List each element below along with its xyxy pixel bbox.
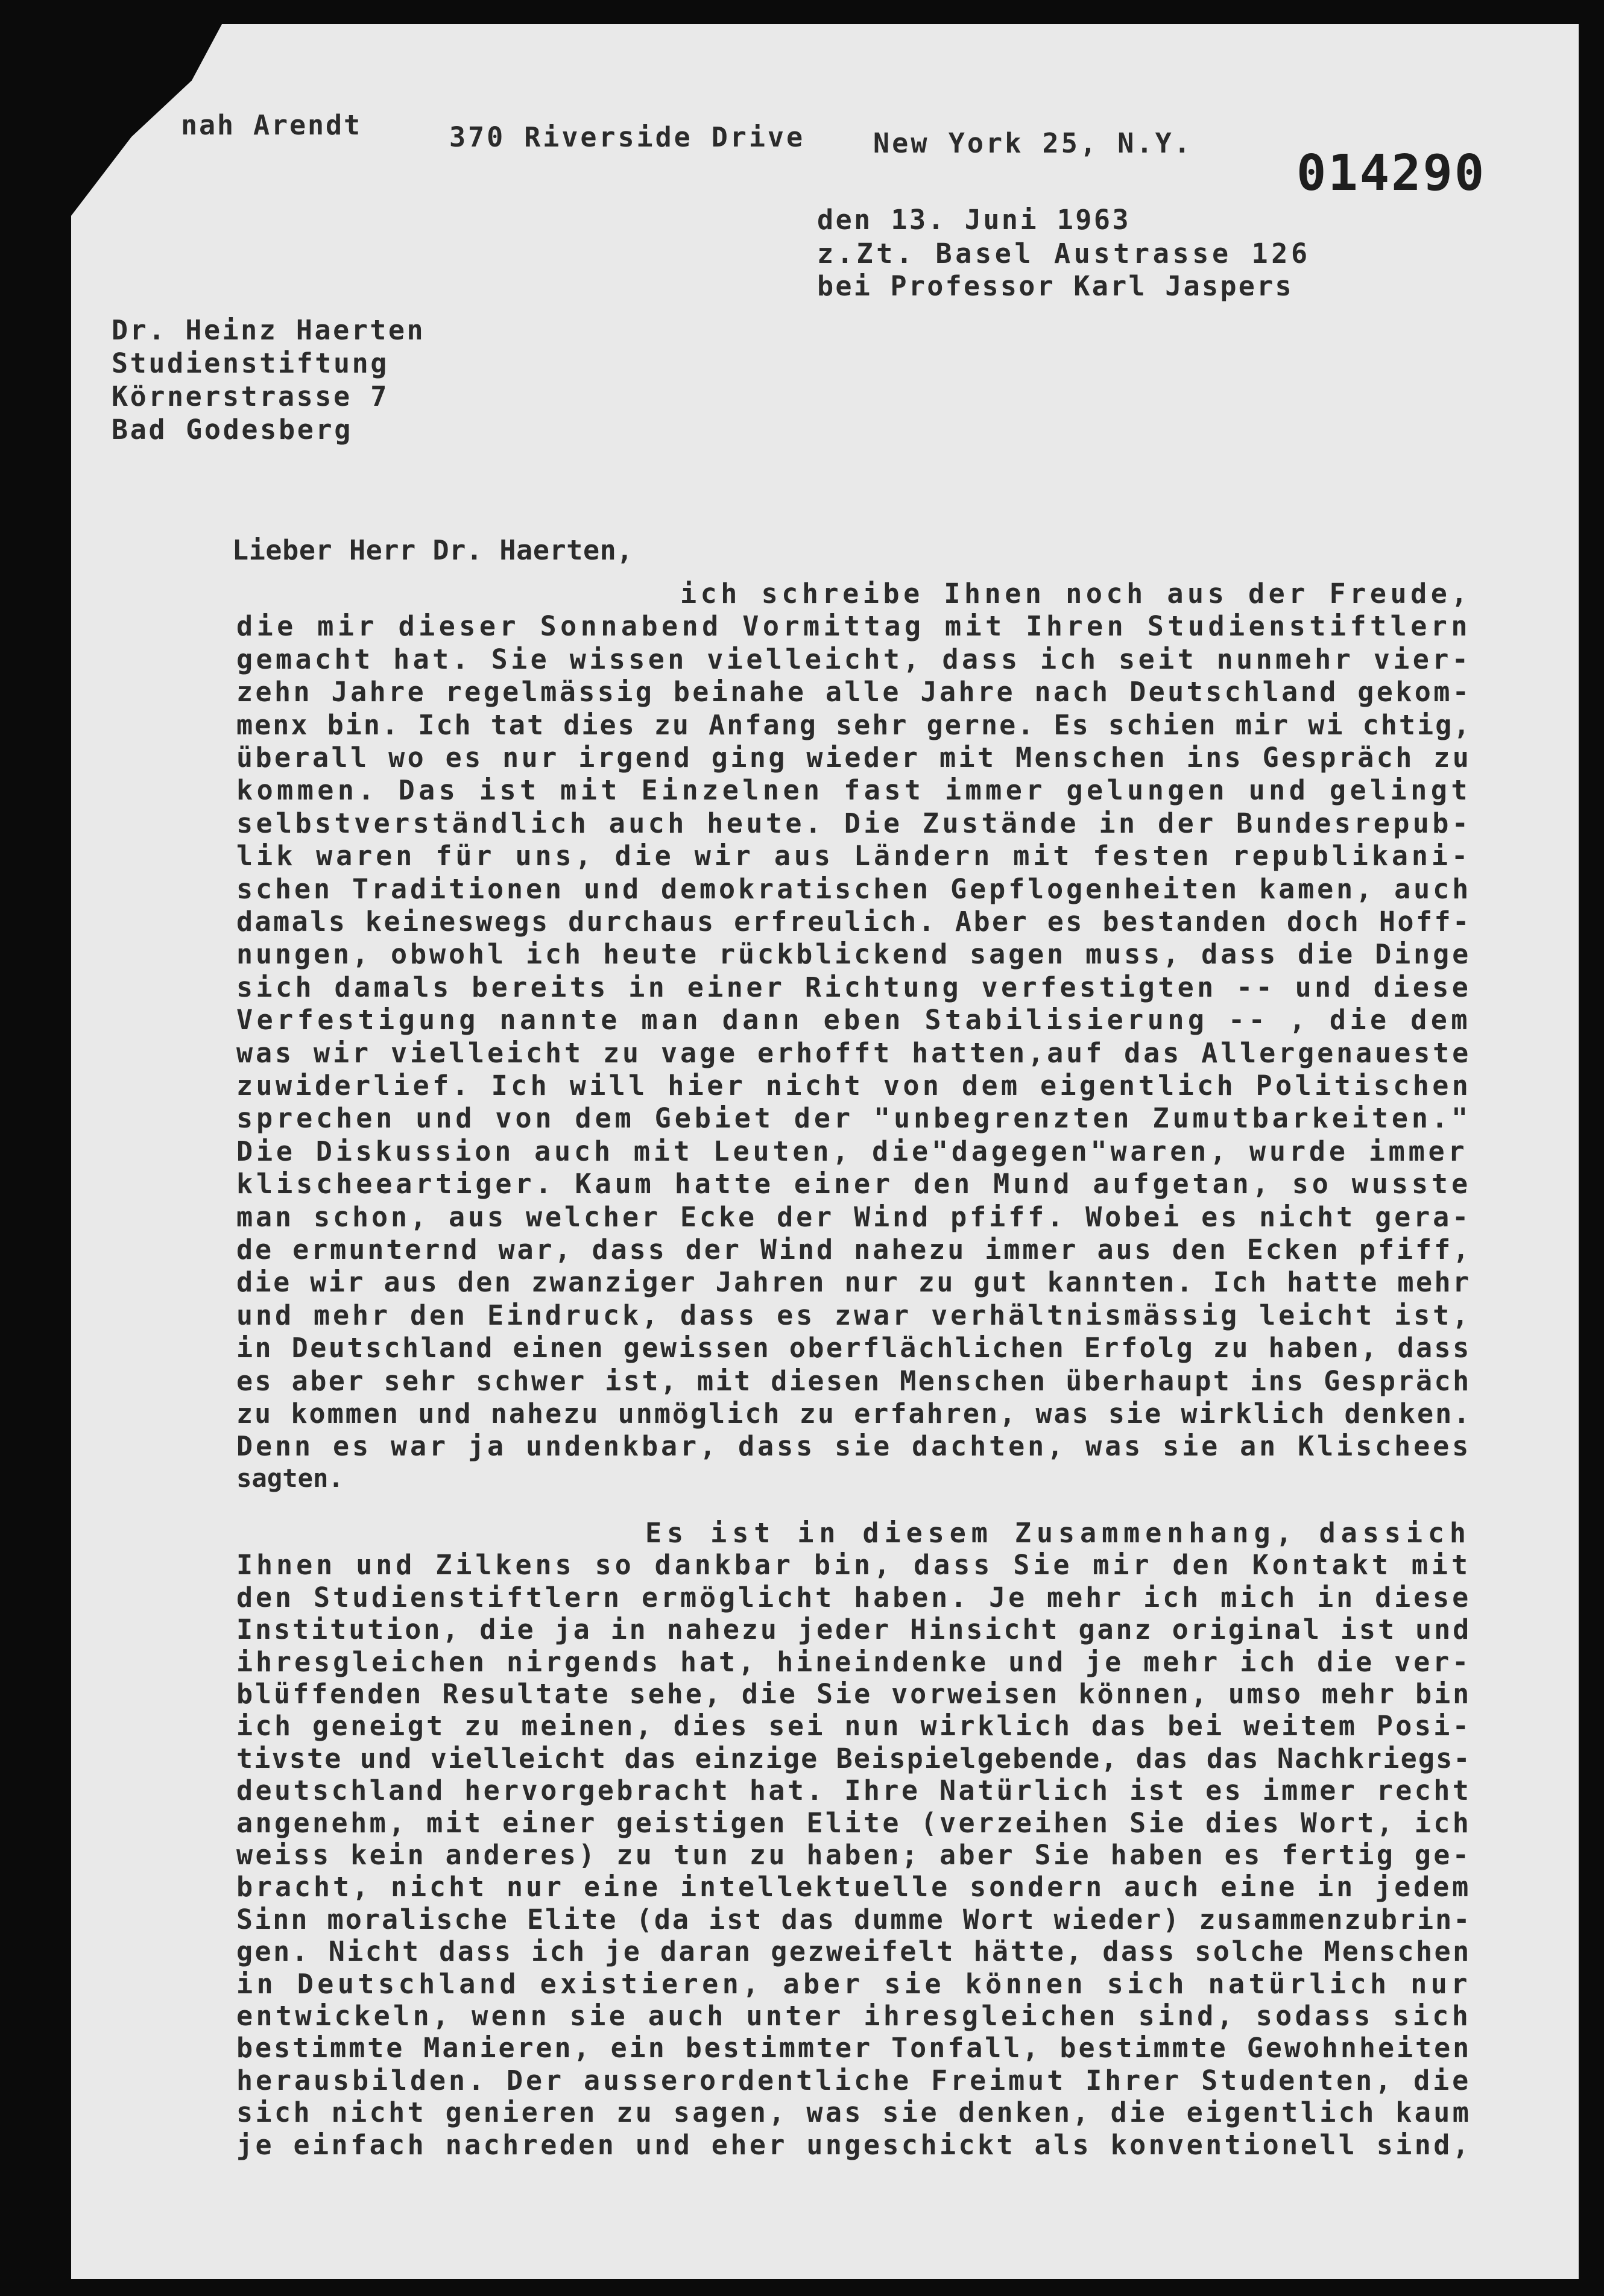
body-line: blüffenden Resultate sehe, die Sie vorweisen können, umso mehr bin xyxy=(236,1678,1472,1710)
body-line: gemacht hat. Sie wissen vielleicht, dass ich seit nunmehr vier- xyxy=(236,643,1472,675)
salutation: Lieber Herr Dr. Haerten, xyxy=(232,534,634,566)
body-line: weiss kein anderes) zu tun zu haben; aber Sie haben es fertig ge- xyxy=(236,1839,1472,1871)
body-line: herausbilden. Der ausserordentliche Freimut Ihrer Studenten, die xyxy=(236,2064,1472,2096)
body-line: es aber sehr schwer ist, mit diesen Menschen überhaupt ins Gespräch xyxy=(236,1365,1471,1397)
body-line: in Deutschland existieren, aber sie können sich natürlich nur xyxy=(236,1968,1471,2000)
recipient-organization: Studienstiftung xyxy=(112,347,389,379)
body-line: die wir aus den zwanziger Jahren nur zu gut kannten. Ich hatte mehr xyxy=(236,1266,1471,1298)
recipient-city: Bad Godesberg xyxy=(112,414,353,446)
body-line: sagten. xyxy=(236,1463,344,1493)
sender-address: 370 Riverside Drive xyxy=(449,121,805,153)
body-line: zehn Jahre regelmässig beinahe alle Jahre nach Deutschland gekom- xyxy=(236,676,1472,708)
body-line: Es ist in diesem Zusammenhang, dassich xyxy=(645,1517,1471,1549)
body-line: in Deutschland einen gewissen oberflächlichen Erfolg zu haben, dass xyxy=(236,1332,1471,1364)
body-line: nungen, obwohl ich heute rückblickend sagen muss, dass die Dinge xyxy=(236,938,1472,970)
body-line: kommen. Das ist mit Einzelnen fast immer gelungen und gelingt xyxy=(236,774,1471,806)
body-line: angenehm, mit einer geistigen Elite (verzeihen Sie dies Wort, ich xyxy=(236,1807,1472,1839)
body-line: zu kommen und nahezu unmöglich zu erfahren, was sie wirklich denken. xyxy=(236,1398,1472,1430)
body-line: und mehr den Eindruck, dass es zwar verhältnismässig leicht ist, xyxy=(236,1299,1472,1331)
body-line: damals keineswegs durchaus erfreulich. Aber es bestanden doch Hoff- xyxy=(236,906,1471,938)
archive-serial-number: 014290 xyxy=(1296,145,1486,202)
body-line: je einfach nachreden und eher ungeschickt als konventionell sind, xyxy=(236,2129,1472,2161)
body-line: Sinn moralische Elite (da ist das dumme Wort wieder) zusammenzubrin- xyxy=(236,1903,1472,1935)
body-line: die mir dieser Sonnabend Vormittag mit Ihren Studienstiftlern xyxy=(236,610,1471,642)
body-line: de ermunternd war, dass der Wind nahezu immer aus den Ecken pfiff, xyxy=(236,1234,1472,1266)
recipient-name: Dr. Heinz Haerten xyxy=(112,314,426,346)
body-line: lik waren für uns, die wir aus Ländern mit festen republikani- xyxy=(236,840,1472,872)
body-line: bestimmte Manieren, ein bestimmter Tonfall, bestimmte Gewohnheiten xyxy=(236,2032,1472,2064)
body-line: ich geneigt zu meinen, dies sei nun wirklich das bei weitem Posi- xyxy=(236,1710,1472,1742)
body-line: entwickeln, wenn sie auch unter ihresgleichen sind, sodass sich xyxy=(236,2000,1472,2032)
body-line: bracht, nicht nur eine intellektuelle sondern auch eine in jedem xyxy=(236,1871,1472,1903)
body-line: zuwiderlief. Ich will hier nicht von dem eigentlich Politischen xyxy=(236,1070,1472,1102)
body-line: Denn es war ja undenkbar, dass sie dachten, was sie an Klischees xyxy=(236,1430,1472,1462)
body-line: ich schreibe Ihnen noch aus der Freude, xyxy=(680,578,1472,610)
body-line: man schon, aus welcher Ecke der Wind pfiff. Wobei es nicht gera- xyxy=(236,1201,1472,1233)
body-line: ihresgleichen nirgends hat, hineindenke und je mehr ich die ver- xyxy=(236,1646,1472,1678)
body-line: Institution, die ja in nahezu jeder Hinsicht ganz original ist und xyxy=(236,1613,1472,1645)
date-line: den 13. Juni 1963 xyxy=(817,204,1131,236)
body-line: was wir vielleicht zu vage erhofft hatten,auf das Allergenaueste xyxy=(236,1037,1472,1069)
body-line: sprechen und von dem Gebiet der "unbegrenzten Zumutbarkeiten." xyxy=(236,1102,1472,1134)
body-line: Die Diskussion auch mit Leuten, die"dagegen"waren, wurde immer xyxy=(236,1135,1468,1167)
body-line: Verfestigung nannte man dann eben Stabilisierung -- , die dem xyxy=(236,1004,1471,1036)
location-line: z.Zt. Basel Austrasse 126 xyxy=(817,238,1311,270)
sender-city: New York 25, N.Y. xyxy=(873,127,1193,159)
body-line: schen Traditionen und demokratischen Gepflogenheiten kamen, auch xyxy=(236,873,1472,905)
body-line: klischeeartiger. Kaum hatte einer den Mund aufgetan, so wusste xyxy=(236,1168,1472,1200)
body-line: menx bin. Ich tat dies zu Anfang sehr gerne. Es schien mir wi chtig, xyxy=(236,709,1472,741)
host-line: bei Professor Karl Jaspers xyxy=(817,270,1293,302)
sender-name: nah Arendt xyxy=(181,109,362,141)
body-line: gen. Nicht dass ich je daran gezweifelt hätte, dass solche Menschen xyxy=(236,1935,1471,1967)
body-line: den Studienstiftlern ermöglicht haben. Je mehr ich mich in diese xyxy=(236,1582,1472,1613)
body-line: überall wo es nur irgend ging wieder mit Menschen ins Gespräch zu xyxy=(236,742,1472,774)
body-line: selbstverständlich auch heute. Die Zustände in der Bundesrepub- xyxy=(236,807,1472,839)
body-line: sich damals bereits in einer Richtung verfestigten -- und diese xyxy=(236,971,1472,1003)
recipient-street: Körnerstrasse 7 xyxy=(112,380,389,412)
body-line: tivste und vielleicht das einzige Beispielgebende, das das Nachkriegs- xyxy=(236,1742,1471,1774)
body-line: Ihnen und Zilkens so dankbar bin, dass Sie mir den Kontakt mit xyxy=(236,1549,1472,1581)
body-line: sich nicht genieren zu sagen, was sie denken, die eigentlich kaum xyxy=(236,2096,1472,2128)
body-line: deutschland hervorgebracht hat. Ihre Natürlich ist es immer recht xyxy=(236,1774,1472,1806)
